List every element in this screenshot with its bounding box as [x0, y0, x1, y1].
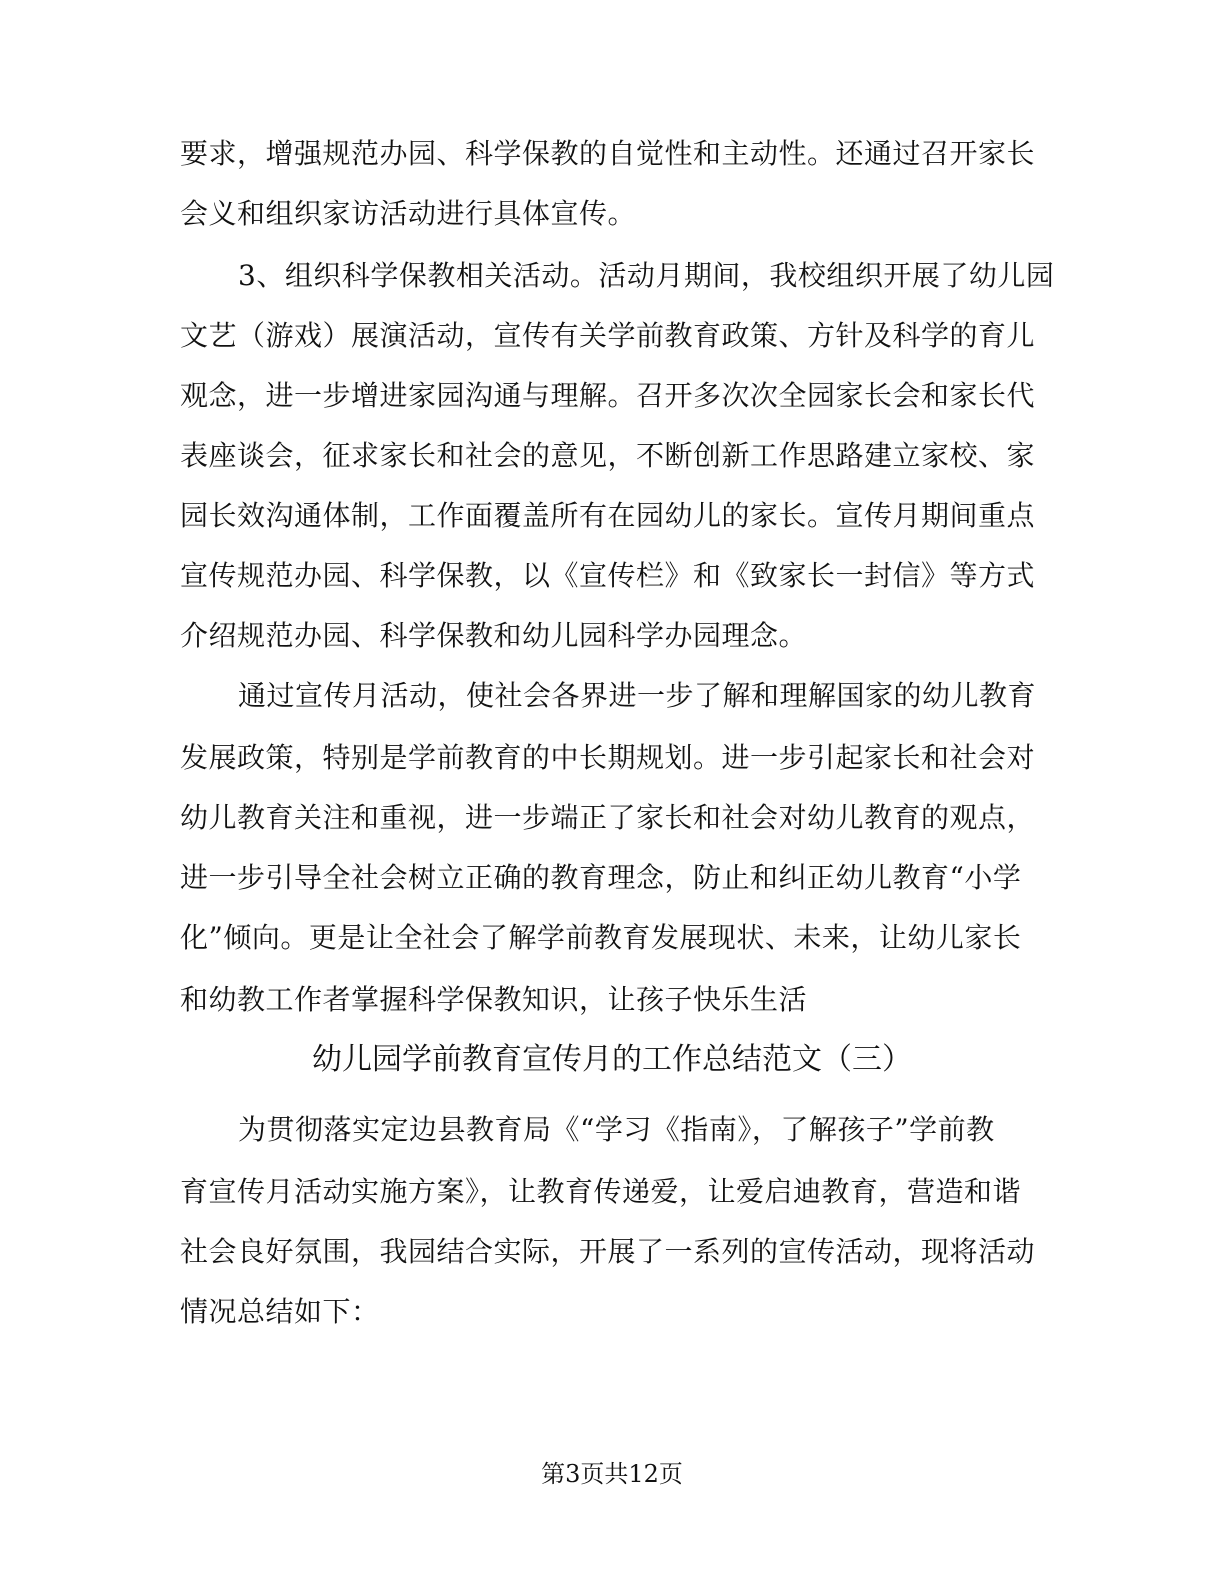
paragraph-3-line-4: 进一步引导全社会树立正确的教育理念，防止和纠正幼儿教育“小学 [180, 861, 1022, 894]
page-number-footer: 第3页共12页 [541, 1460, 683, 1488]
paragraph-2-line-3: 观念，进一步增进家园沟通与理解。召开多次次全园家长会和家长代 [180, 379, 1036, 412]
paragraph-2-line-4: 表座谈会，征求家长和社会的意见，不断创新工作思路建立家校、家 [180, 439, 1036, 472]
paragraph-1-line-2: 会义和组织家访活动进行具体宣传。 [180, 197, 637, 230]
paragraph-4-line-4: 情况总结如下： [180, 1295, 380, 1328]
paragraph-3-line-5: 化”倾向。更是让全社会了解学前教育发展现状、未来，让幼儿家长 [180, 921, 1022, 954]
paragraph-1-line-1: 要求，增强规范办园、科学保教的自觉性和主动性。还通过召开家长 [180, 137, 1036, 170]
paragraph-3-line-2: 发展政策，特别是学前教育的中长期规划。进一步引起家长和社会对 [180, 741, 1036, 774]
paragraph-4-line-1: 为贯彻落实定边县教育局《“学习《指南》，了解孩子”学前教 [238, 1113, 995, 1146]
paragraph-3-line-6: 和幼教工作者掌握科学保教知识，让孩子快乐生活 [180, 983, 808, 1016]
paragraph-3-line-1: 通过宣传月活动，使社会各界进一步了解和理解国家的幼儿教育 [238, 679, 1037, 712]
paragraph-2-line-2: 文艺（游戏）展演活动，宣传有关学前教育政策、方针及科学的育儿 [180, 319, 1036, 352]
section-title: 幼儿园学前教育宣传月的工作总结范文（三） [312, 1042, 912, 1077]
paragraph-2-line-5: 园长效沟通体制，工作面覆盖所有在园幼儿的家长。宣传月期间重点 [180, 499, 1036, 532]
paragraph-4-line-2: 育宣传月活动实施方案》，让教育传递爱，让爱启迪教育，营造和谐 [180, 1175, 1022, 1208]
paragraph-3-line-3: 幼儿教育关注和重视，进一步端正了家长和社会对幼儿教育的观点， [180, 801, 1036, 834]
paragraph-4-line-3: 社会良好氛围，我园结合实际，开展了一系列的宣传活动，现将活动 [180, 1235, 1036, 1268]
paragraph-2-line-6: 宣传规范办园、科学保教，以《宣传栏》和《致家长一封信》等方式 [180, 559, 1036, 592]
paragraph-2-line-7: 介绍规范办园、科学保教和幼儿园科学办园理念。 [180, 619, 808, 652]
paragraph-2-line-1: 3、组织科学保教相关活动。活动月期间，我校组织开展了幼儿园 [238, 259, 1055, 292]
